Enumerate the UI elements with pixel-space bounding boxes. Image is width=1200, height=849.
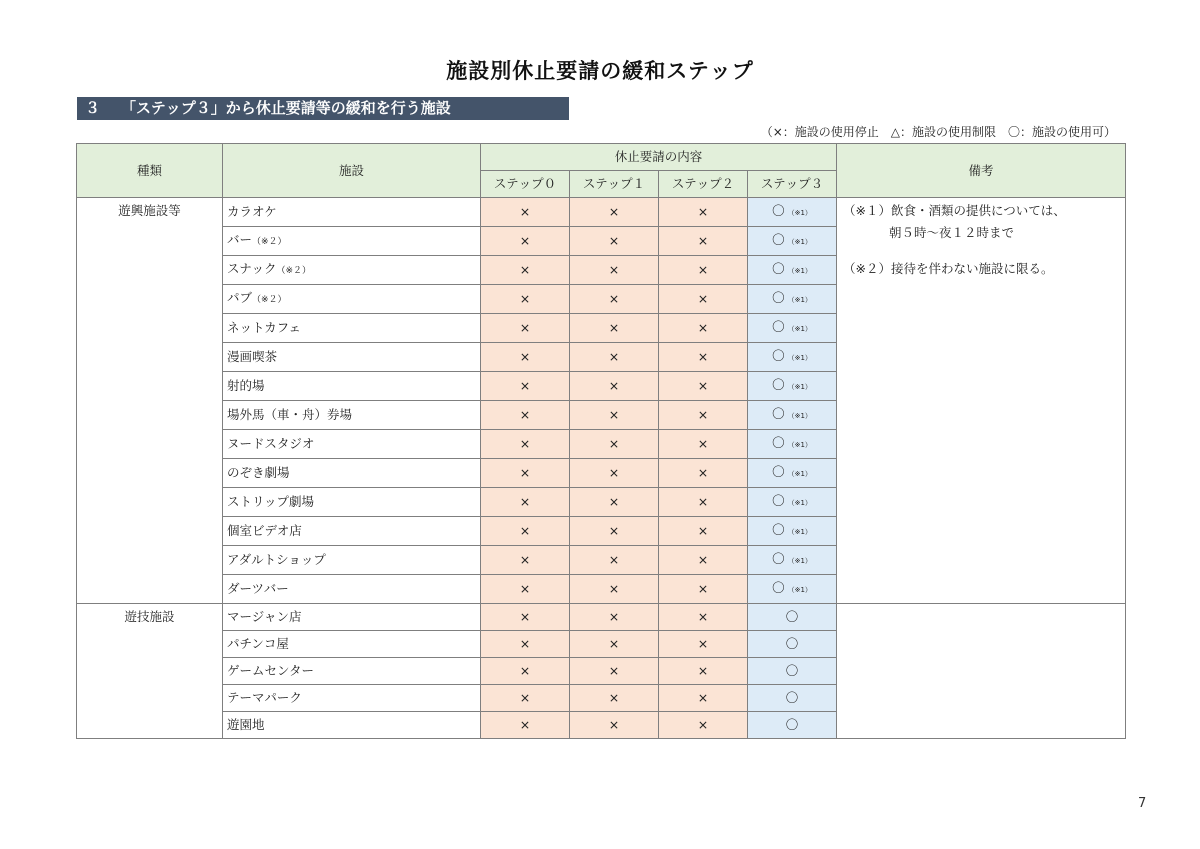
step-2-cell [659, 401, 748, 430]
step-0-value: × [519, 663, 531, 678]
step-2-value: × [697, 494, 709, 509]
facility-name: カラオケ [227, 204, 277, 219]
step-3-note: （※1） [787, 528, 812, 536]
step-3-value: 〇 [772, 348, 785, 363]
step-3-cell [748, 575, 837, 604]
step-2-cell [659, 604, 748, 631]
step-0-cell [481, 372, 570, 401]
facility-name: スナック [227, 261, 277, 276]
step-3-note: （※1） [787, 209, 812, 217]
step-0-value: × [519, 552, 531, 567]
section-title: 「ステップ３」から休止要請等の緩和を行う施設 [121, 99, 451, 117]
facility-name: ストリップ劇場 [227, 494, 315, 509]
category-label: 遊技施設 [124, 609, 175, 624]
step-1-cell [570, 631, 659, 658]
facility-cell [223, 575, 481, 604]
step-3-value: 〇 [772, 464, 785, 479]
step-1-cell [570, 459, 659, 488]
remarks-cell [837, 198, 1126, 604]
step-1-value: × [608, 465, 620, 480]
step-2-cell [659, 488, 748, 517]
step-3-cell [748, 285, 837, 314]
step-3-value: 〇 [772, 377, 785, 392]
step-3-cell [748, 198, 837, 227]
section-header [77, 97, 569, 120]
step-3-cell [748, 517, 837, 546]
step-0-value: × [519, 204, 531, 219]
step-1-value: × [608, 690, 620, 705]
step-3-value: 〇 [772, 435, 785, 450]
step-3-value: 〇 [772, 261, 785, 276]
facility-cell [223, 285, 481, 314]
facility-name: パチンコ屋 [227, 636, 289, 651]
step-0-cell [481, 256, 570, 285]
step-3-cell [748, 488, 837, 517]
step-3-note: （※1） [787, 296, 812, 304]
step-3-cell [748, 631, 837, 658]
step-0-value: × [519, 494, 531, 509]
step-3-value: 〇 [772, 580, 785, 595]
step-0-cell [481, 227, 570, 256]
header-remarks: 備考 [837, 144, 1126, 198]
step-1-value: × [608, 581, 620, 596]
step-3-note: （※1） [787, 383, 812, 391]
step-1-cell [570, 546, 659, 575]
step-3-cell [748, 604, 837, 631]
step-1-cell [570, 372, 659, 401]
step-2-value: × [697, 523, 709, 538]
step-2-cell [659, 198, 748, 227]
facility-cell [223, 256, 481, 285]
facility-name: のぞき劇場 [227, 465, 290, 480]
step-1-value: × [608, 320, 620, 335]
step-1-cell [570, 430, 659, 459]
step-1-cell [570, 343, 659, 372]
category-label: 遊興施設等 [118, 203, 181, 218]
step-2-value: × [697, 204, 709, 219]
remarks-line: （※２）接待を伴わない施設に限る。 [843, 261, 1054, 276]
step-1-cell [570, 685, 659, 712]
step-2-cell [659, 685, 748, 712]
step-0-cell [481, 631, 570, 658]
facility-cell [223, 546, 481, 575]
step-3-cell [748, 459, 837, 488]
step-0-cell [481, 401, 570, 430]
step-3-value: 〇 [772, 493, 785, 508]
step-2-value: × [697, 407, 709, 422]
header-step-0: ステップ０ [481, 171, 570, 198]
step-1-cell [570, 314, 659, 343]
step-1-cell [570, 604, 659, 631]
table-body [77, 198, 1126, 739]
step-3-cell [748, 401, 837, 430]
step-0-value: × [519, 436, 531, 451]
step-0-cell [481, 546, 570, 575]
step-0-value: × [519, 320, 531, 335]
step-1-cell [570, 401, 659, 430]
step-2-cell [659, 658, 748, 685]
remarks-cell [837, 604, 1126, 739]
step-1-value: × [608, 436, 620, 451]
step-3-value: 〇 [785, 690, 799, 705]
step-0-value: × [519, 378, 531, 393]
step-2-value: × [697, 581, 709, 596]
facility-cell [223, 604, 481, 631]
facility-cell [223, 459, 481, 488]
step-2-cell [659, 546, 748, 575]
remarks-line: 朝５時～夜１２時まで [889, 225, 1015, 240]
step-2-value: × [697, 349, 709, 364]
facility-name: 個室ビデオ店 [227, 523, 302, 538]
step-3-value: 〇 [785, 609, 799, 624]
step-3-note: （※1） [787, 557, 812, 565]
step-1-value: × [608, 609, 620, 624]
step-3-value: 〇 [772, 319, 785, 334]
facility-note: （※２） [276, 266, 312, 276]
facility-cell [223, 631, 481, 658]
step-0-cell [481, 459, 570, 488]
facility-cell [223, 517, 481, 546]
step-1-value: × [608, 349, 620, 364]
step-1-cell [570, 227, 659, 256]
step-2-cell [659, 372, 748, 401]
facility-cell [223, 430, 481, 459]
step-3-note: （※1） [787, 470, 812, 478]
step-0-value: × [519, 581, 531, 596]
step-1-value: × [608, 717, 620, 732]
step-1-value: × [608, 407, 620, 422]
step-1-cell [570, 517, 659, 546]
step-2-value: × [697, 552, 709, 567]
step-1-value: × [608, 204, 620, 219]
step-2-cell [659, 256, 748, 285]
step-2-cell [659, 343, 748, 372]
step-0-cell [481, 517, 570, 546]
step-3-cell [748, 372, 837, 401]
step-3-note: （※1） [787, 267, 812, 275]
facility-name: ゲームセンター [227, 663, 315, 678]
step-0-value: × [519, 636, 531, 651]
facility-cell [223, 343, 481, 372]
step-0-value: × [519, 465, 531, 480]
step-2-cell [659, 227, 748, 256]
header-request: 休止要請の内容 [481, 144, 837, 171]
header-step-3: ステップ３ [748, 171, 837, 198]
step-0-cell [481, 430, 570, 459]
step-2-value: × [697, 436, 709, 451]
remarks-gap [843, 244, 1119, 258]
step-2-cell [659, 631, 748, 658]
step-1-value: × [608, 233, 620, 248]
step-2-value: × [697, 320, 709, 335]
step-3-note: （※1） [787, 412, 812, 420]
step-3-cell [748, 712, 837, 739]
step-0-value: × [519, 690, 531, 705]
step-1-value: × [608, 523, 620, 538]
facility-name: 遊園地 [227, 717, 265, 732]
step-3-cell [748, 430, 837, 459]
facility-note: （※２） [252, 295, 287, 305]
facility-name: 射的場 [227, 378, 265, 393]
step-2-value: × [697, 378, 709, 393]
step-0-cell [481, 712, 570, 739]
step-3-note: （※1） [787, 441, 812, 449]
step-2-cell [659, 285, 748, 314]
step-2-value: × [697, 663, 709, 678]
step-1-value: × [608, 663, 620, 678]
header-step-1: ステップ１ [570, 171, 659, 198]
facility-name: パブ [227, 290, 253, 305]
step-3-note: （※1） [787, 325, 812, 333]
step-3-cell [748, 546, 837, 575]
facility-name: バー [227, 232, 253, 247]
facility-cell [223, 712, 481, 739]
facility-name: アダルトショップ [227, 552, 326, 567]
step-3-value: 〇 [785, 636, 799, 651]
step-1-value: × [608, 291, 620, 306]
step-3-cell [748, 314, 837, 343]
step-0-cell [481, 604, 570, 631]
step-1-value: × [608, 552, 620, 567]
step-0-value: × [519, 717, 531, 732]
step-0-value: × [519, 523, 531, 538]
step-0-cell [481, 314, 570, 343]
step-0-value: × [519, 291, 531, 306]
symbol-legend: （×：施設の使用停止 △：施設の使用制限 〇：施設の使用可） [760, 125, 1116, 139]
step-2-value: × [697, 690, 709, 705]
step-2-cell [659, 517, 748, 546]
step-0-cell [481, 343, 570, 372]
facility-name: ダーツバー [227, 581, 289, 596]
facility-table [76, 143, 1126, 739]
facility-name: テーマパーク [227, 690, 302, 705]
step-2-value: × [697, 291, 709, 306]
page-number: 7 [1138, 796, 1147, 811]
category-cell [77, 604, 223, 739]
step-3-value: 〇 [772, 203, 785, 218]
step-3-value: 〇 [772, 551, 785, 566]
step-3-note: （※1） [787, 586, 812, 594]
step-0-cell [481, 575, 570, 604]
step-2-cell [659, 314, 748, 343]
step-2-value: × [697, 233, 709, 248]
step-2-cell [659, 575, 748, 604]
step-1-value: × [608, 636, 620, 651]
header-category: 種類 [77, 144, 223, 198]
step-1-cell [570, 256, 659, 285]
step-3-cell [748, 343, 837, 372]
step-0-value: × [519, 233, 531, 248]
step-3-cell [748, 227, 837, 256]
step-1-value: × [608, 494, 620, 509]
step-0-cell [481, 198, 570, 227]
step-3-value: 〇 [785, 717, 799, 732]
step-3-note: （※1） [787, 354, 812, 362]
step-2-value: × [697, 262, 709, 277]
step-1-value: × [608, 378, 620, 393]
step-3-cell [748, 256, 837, 285]
facility-cell [223, 401, 481, 430]
step-2-value: × [697, 636, 709, 651]
step-3-note: （※1） [787, 499, 812, 507]
step-1-cell [570, 198, 659, 227]
step-1-cell [570, 712, 659, 739]
step-0-cell [481, 658, 570, 685]
step-3-value: 〇 [772, 290, 785, 305]
page-title: 施設別休止要請の緩和ステップ [446, 59, 754, 83]
remarks-line: （※１）飲食・酒類の提供については、 [843, 203, 1066, 218]
step-0-value: × [519, 407, 531, 422]
step-1-cell [570, 488, 659, 517]
step-2-value: × [697, 465, 709, 480]
step-1-cell [570, 658, 659, 685]
step-2-cell [659, 712, 748, 739]
step-0-value: × [519, 262, 531, 277]
facility-name: 場外馬（車・舟）券場 [227, 407, 353, 422]
facility-cell [223, 658, 481, 685]
facility-note: （※２） [252, 237, 287, 247]
facility-cell [223, 372, 481, 401]
step-3-value: 〇 [772, 522, 785, 537]
facility-name: ヌードスタジオ [227, 436, 315, 451]
step-3-value: 〇 [785, 663, 799, 678]
facility-cell [223, 314, 481, 343]
step-0-value: × [519, 609, 531, 624]
table-row [77, 604, 1126, 631]
step-3-value: 〇 [772, 406, 785, 421]
category-cell [77, 198, 223, 604]
step-0-cell [481, 285, 570, 314]
step-2-value: × [697, 717, 709, 732]
step-3-cell [748, 685, 837, 712]
facility-name: マージャン店 [227, 609, 302, 624]
step-0-value: × [519, 349, 531, 364]
facility-cell [223, 488, 481, 517]
step-2-value: × [697, 609, 709, 624]
step-3-cell [748, 658, 837, 685]
step-1-cell [570, 285, 659, 314]
step-3-value: 〇 [772, 232, 785, 247]
step-3-note: （※1） [787, 238, 812, 246]
step-2-cell [659, 430, 748, 459]
facility-name: ネットカフェ [227, 320, 302, 335]
step-0-cell [481, 488, 570, 517]
facility-cell [223, 227, 481, 256]
facility-name: 漫画喫茶 [227, 349, 278, 364]
step-1-value: × [608, 262, 620, 277]
header-step-2: ステップ２ [659, 171, 748, 198]
facility-cell [223, 198, 481, 227]
table-row [77, 198, 1126, 227]
step-1-cell [570, 575, 659, 604]
facility-cell [223, 685, 481, 712]
header-facility: 施設 [223, 144, 481, 198]
section-number: ３ [85, 99, 101, 117]
step-2-cell [659, 459, 748, 488]
step-0-cell [481, 685, 570, 712]
